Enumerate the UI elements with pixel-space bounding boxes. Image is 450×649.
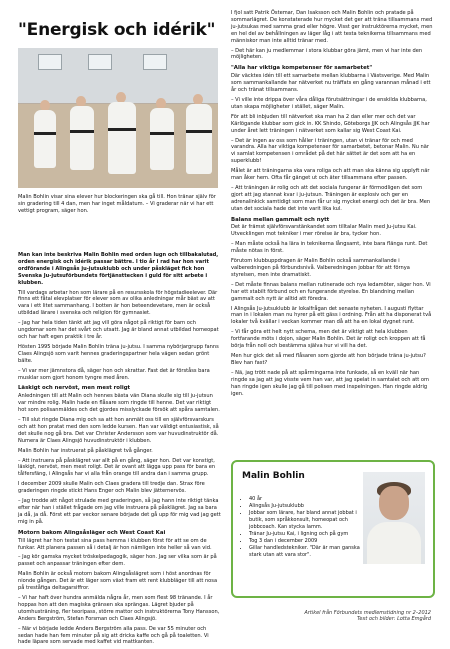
fact-item: • Alingsås Ju-jutsuklubb: [249, 503, 367, 510]
fact-item: • Tog 3 dan i december 2009: [249, 538, 367, 545]
body-paragraph: Det är främst självförsvarstänkandet som tilltalar Malin med Ju-jutsu Kai. Utvecklingen mot tekniker i mer rörelse är bra, tycker hon.: [231, 224, 417, 238]
body-paragraph: Men hur gick det så med flåsaren som gjorde att hon började träna ju-jutsu? Blev han fast?: [231, 352, 426, 366]
fact-item: • Gillar handledstekniker. "Där är man ganska stark utan att vara stor".: [249, 545, 367, 558]
body-paragraph: Anledningen till att Malin och hennes bästa vän Diana skulle sig till ju-jutsun var mindre rolig. Malin hade en flåsare som ringde till henne. Det var riktigt hot som polisanmäldes och det gjordes misslyckade försök att spåra samtalen.: [18, 393, 220, 414]
body-paragraph: – Till slut ringde Diana mig och sa att hon anmält oss till en självförsvarskurs och att hon pratat med den som ledde kursen. Han var väldigt entusiastisk, så det skulle nog gå bra. Det var Christer Andersson som var huvudinstruktör då. Numera är Claes Alingsjö huvudinstruktör i klubben.: [18, 417, 219, 444]
fact-item: • Jobbar som lärare, har bland annat jobbat i butik, som språkkonsult, homeopat och jobbcoach. Kan stycka lamm.: [249, 510, 367, 530]
article-credit: [231, 610, 431, 623]
body-paragraph: – När vi började ledde Anders Bergström alla pass. De var 55 minuter och sedan hade han fem minuter på sig att dricka kaffe och gå på toaletten. Vi hade läpare som servade med kaffet vid mattkanten.: [18, 625, 209, 646]
dojo-photo: [18, 48, 218, 188]
fact-box: [231, 460, 435, 598]
section-heading: Balans mellan gammalt och nytt: [231, 216, 330, 223]
body-paragraph: – Det är ingen av oss som håller i träningen, utan vi tränar för och med varandra. Alla har viktiga kompetenser för samarbetet, betonar Malin. Nu när vi samlat kompetensen i området på det här sättet är det som att ha en superklubb!: [231, 137, 429, 165]
body-paragraph: Malin Bohlin har instruerat på påsklägret två gånger.: [18, 447, 153, 454]
left-column: [18, 252, 221, 649]
section-heading: "Alla har viktiga kompetenser för samarbetet": [231, 65, 373, 72]
body-paragraph: I Alingsås Ju-jutsuklubb är lokalfrågan det senaste nyheten. I augusti flyttar man in i lokalen man nu hyrer på ett gäss i ordning. Från att ha disponerat två lokaler två kvällar i veckan kommer man då att ha en lokal dygnet runt.: [231, 305, 432, 326]
credit-byline: Text och bilder: Lotta Emgård: [356, 616, 431, 623]
portrait-photo: [363, 472, 425, 564]
body-paragraph: Förutom klubbuppdragen är Malin Bohlin också sammankallande i valberedningen på förbundsnivå. Valberedningen jobbar för att förnya styrelsen, men inte dramatiskt.: [231, 258, 410, 278]
section-heading: Läskigt och nervöst, men mest roligt: [18, 385, 131, 392]
body-paragraph: – Att träningen är rolig och att det sociala fungerar är förmodligen det som gjort att jag stannat kvar i ju-jutsun. Träningen är explosiv och ger en adrenalinkick samtidigt som man får ur sig mycket energi och det är bra. Men utan det sociala hade det inte varit lika kul.: [231, 184, 431, 212]
body-paragraph: – Vi får göra ett helt nytt schema, men det är viktigt att hela klubben fortfarande möts i dojon, säger Malin Bohlin. Det är roligt och kroppen att få börja från noll och bestämma själva hur vi vill ha det.: [231, 329, 426, 350]
body-paragraph: – Att instruera på påsklägret var allt på en gång, säger hon. Det var konstigt, läskigt, nervöst, men mest roligt. Det är ovant att lägga upp pass för bara en tålfersfäng, i Alingsås har vi alla från orange till andra dan i samma grupp.: [18, 457, 216, 478]
body-paragraph: I december 2009 skulle Malin och Claes gradera till tredje dan. Strax före graderingen ringde stickt Hans Enger och Malin blev jätternervös.: [18, 481, 205, 495]
photo-caption: Malin Bohlin visar sina elever hur blockeringen ska gå till. Hon tränar själv för sin gradering till 4 dan, men har inget måldatum. – Vi graderar när vi har ett vettigt program, säger hon.: [18, 194, 216, 214]
body-paragraph: – Vi var mer jämnstora då, säger hon och skrattar. Fast det är förståss bara musklar som gjort honom tyngre med åren.: [18, 367, 210, 381]
body-paragraph: – Det här kan ju medlemmar i stora klubbar göra jämt, men vi har inte den möjligheten.: [231, 47, 423, 61]
lead-paragraph: Man kan inte beskriva Malin Bohlin med orden lugn och tillbakalutad, orden energisk och idérik passar bättre. I tio år i rad har hon varit ordförande i Alingsås ju-jutsuklubb och under påskläget fick hon Svenska Ju-jutsuförbundets förtjänsttecken i guld för sitt arbete i klubben.: [18, 252, 219, 286]
credit-source: Artikel från Förbundets medlemstidning nr 2–2012: [304, 610, 431, 616]
body-paragraph: – Vi ville inte drippa över våra dåliga förutsättningar i de enskilda klubbarna, utan skapa möjligheter i stället, säger Malin.: [231, 96, 427, 110]
fact-item: • 40 år: [249, 496, 367, 503]
section-heading: Motorn bakom Alingsåsläger och West Coast Kai: [18, 529, 166, 536]
body-paragraph: – Jag kör gamska mycket tröskelpedagogik, säger hon. Jag ser vilka som är på passet och anpassar träningen efter dem.: [18, 554, 217, 568]
fact-item: • Tränar Ju-jutsu Kai, i ligning och på gym: [249, 531, 367, 538]
article-title: "Energisk och idérik": [18, 20, 216, 40]
body-paragraph: Målet är att träningarna ska vara roliga och att man ska känna sig upplyft när man åker hem. Ofta får gänget ut och äter tillsammans efter passen.: [231, 168, 430, 182]
body-paragraph: – Det måste finnas balans mellan rutinerade och nya ledamöter, säger hon. Vi har ett stabilt förbund och en fungerande styrelse. En blandning mellan gammalt och nytt är alltid att föredra.: [231, 281, 431, 302]
body-paragraph: – Jag har hela tiden tänkt att jag vill göra något på riktigt för barn och ungdomar som har det svårt och utsatt. Jag är bland annat utbildad homeopat och har haft egen praktik i tre år.: [18, 320, 219, 340]
fact-list: [239, 496, 367, 559]
body-paragraph: – Vi har haft över hundra anmälda några år, men som flest 98 tränande. I år hoppas hon att den magiska gränsen ska sprängas. Lägret bjuder på utomhusträning, fler teoripass, större mattor och instruktörerna Tony Hansson, Anders Bergström, Stefan Forsman och Claes Alingsjö.: [18, 594, 220, 622]
body-paragraph: Till vardags arbetar hon som lärare på en resursskola för högstadieelever. Där finns ett fåtal elevplatser för elever som av olika anledningar mår bäst av att vara i ett litet sammanhang. I botten är hon beteendevetare, men är också utbildad lärare i svenska och religion för gymnasiet.: [18, 289, 218, 317]
body-paragraph: – Man måste också ha lära in teknikerna långsamt, inte bara flänga runt. Det måste nötas in först.: [231, 241, 428, 255]
body-paragraph: Där väcktes idén till ett samarbete mellan klubbarna i Västsverige. Med Malin som sammankallande har nätverket nu träffats en gång varannan månad i ett år och tränat tillsammans.: [231, 73, 431, 94]
fact-box-name: Malin Bohlin: [242, 471, 305, 481]
body-paragraph: – Jag trodde att något strulade med graderingen, så jag hann inte riktigt tänka efter när han i stället frågade om jag ville instruera på påsklägret. Jag sa bara ja då, ja då. Först ett par veckor senare började det gå upp för mig vad jag gett mig in på.: [18, 498, 221, 525]
body-paragraph: Till lägret har hon testat sina pass hemma i klubben först för att se om de funkar. Att planera passen så i detalj är hon nämligen inte heller så van vid.: [18, 537, 212, 551]
body-paragraph: I fjol satt Patrik Östemar, Dan Isaksson och Malin Bohlin och pratade på sommarlägret. De konstaterade hur mycket det ger att träna tillsammans med ju-jutsukas med samma grad eller högre. Visst ger instruktörerna mycket, men en hel del av behållningen av läger låg i att testa teknikerna tillsammans med människor man inte alltid tränar med.: [231, 10, 433, 44]
body-paragraph: För att bli inbjuden till nätverket ska man ha 2 dan eller mer och det var Kärlögande klubbar som gick in. KK Shindo, Göteborgs JJK och Alingsås JJK har under året lett träningen i nätverket som kallar sig West Coast Kai.: [231, 113, 430, 134]
body-paragraph: Hösten 1995 började Malin Bohlin träna ju-jutsu. I samma nybörjargrupp fanns Claes Alingsjö som varit hennes graderingspartner hela vägen sedan grönt bälte.: [18, 343, 219, 364]
body-paragraph: – Nä, jag trött nade på att spårmingarna inte funkade, så en kväll när han ringde sa jag att jag visste vem han var, att jag spelat in samtalet och att om han ringde igen skulle jag gå till polisen med inspelningen. Han ringde aldrig igen.: [231, 369, 429, 397]
right-column: [231, 10, 434, 400]
body-paragraph: Malin Bohlin är också motorn bakom Alingsåslägret som i höst anordnas för nionde gången. Det är ett läger som växt fram ett rent klubbläger till att nosa på treståfiga deltagarsiffror.: [18, 571, 218, 592]
